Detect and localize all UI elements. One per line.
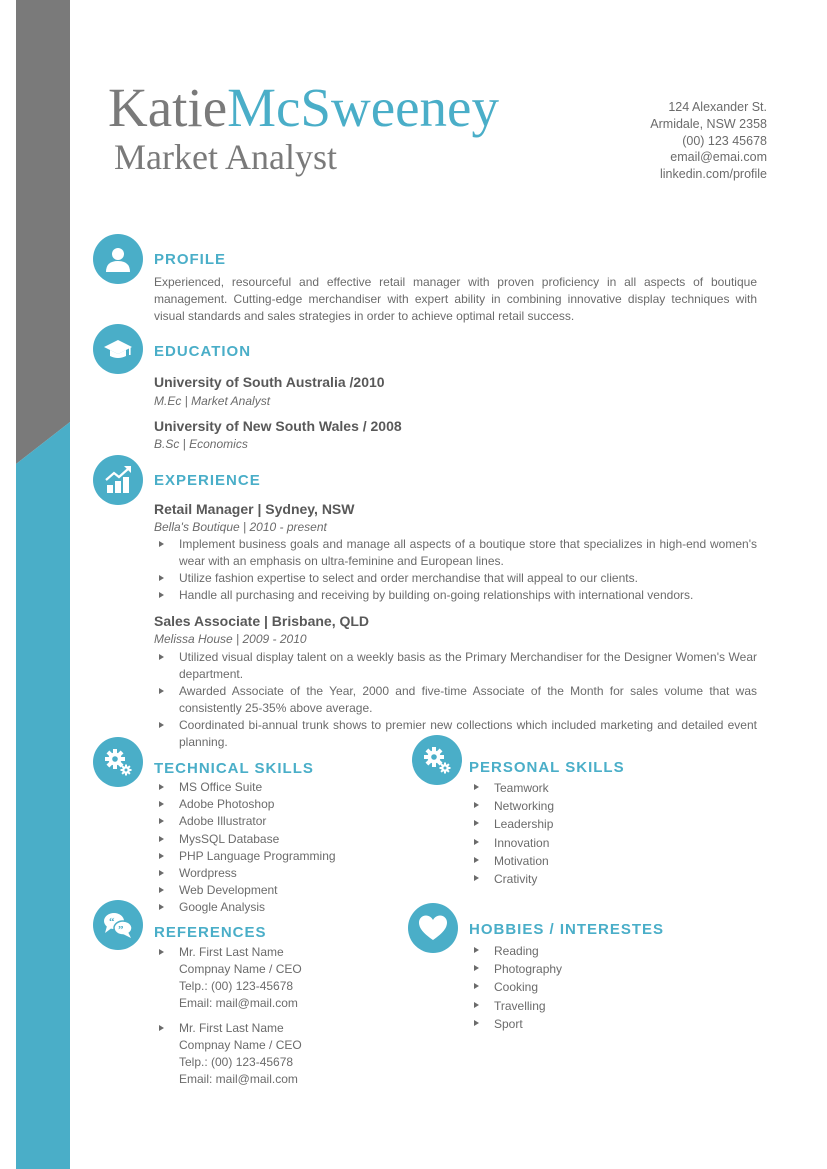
section-heading-experience: EXPERIENCE [154, 472, 261, 489]
growth-chart-icon [93, 455, 143, 505]
personal-skills-list [469, 779, 554, 888]
list-item: MS Office Suite [154, 779, 336, 796]
list-item: Handle all purchasing and receiving by building on-going relationships with international vendors. [154, 587, 757, 604]
contact-address: 124 Alexander St. [668, 100, 767, 114]
reference-email: Email: mail@mail.com [179, 996, 298, 1010]
gears-icon [93, 737, 143, 787]
section-heading-education: EDUCATION [154, 343, 252, 360]
hobbies-list [469, 942, 562, 1033]
svg-text:”: ” [118, 924, 124, 936]
reference-company: Compnay Name / CEO [179, 962, 302, 976]
education-degree-2: B.Sc | Economics [154, 437, 248, 451]
list-item: Teamwork [469, 779, 554, 797]
education-school-1: University of South Australia /2010 [154, 374, 385, 390]
gears-icon [412, 735, 462, 785]
reference-company: Compnay Name / CEO [179, 1038, 302, 1052]
list-item: Sport [469, 1015, 562, 1033]
reference-phone: Telp.: (00) 123-45678 [179, 979, 294, 993]
graduation-cap-icon [93, 324, 143, 374]
list-item: Google Analysis [154, 899, 336, 916]
section-heading-profile: PROFILE [154, 251, 227, 268]
list-item: Adobe Illustrator [154, 813, 336, 830]
section-heading-technical-skills: TECHNICAL SKILLS [154, 760, 314, 777]
list-item: Crativity [469, 870, 554, 888]
sidebar-decoration [0, 0, 70, 1169]
svg-text:“: “ [109, 916, 115, 928]
reference-name: Mr. First Last Name [179, 945, 284, 959]
contact-block [650, 99, 767, 183]
heart-icon [408, 903, 458, 953]
job-title-1: Retail Manager | Sydney, NSW [154, 501, 355, 517]
candidate-name [108, 77, 499, 138]
list-item: Implement business goals and manage all aspects of a boutique store that specializes in high-end women's wear with an emphasis on ultra-feminine and European lines. [154, 536, 757, 570]
section-heading-hobbies: HOBBIES / INTERESTES [469, 921, 665, 938]
list-item: Adobe Photoshop [154, 796, 336, 813]
education-school-2: University of New South Wales / 2008 [154, 418, 402, 434]
list-item: Photography [469, 960, 562, 978]
section-heading-references: REFERENCES [154, 924, 267, 941]
reference-name: Mr. First Last Name [179, 1021, 284, 1035]
technical-skills-list [154, 779, 336, 917]
person-icon [93, 234, 143, 284]
references-list [154, 944, 302, 1088]
contact-city: Armidale, NSW 2358 [650, 116, 767, 131]
contact-phone: (00) 123 45678 [682, 133, 767, 148]
speech-bubbles-icon [93, 900, 143, 950]
list-item: Innovation [469, 834, 554, 852]
list-item: PHP Language Programming [154, 848, 336, 865]
list-item: Reading [469, 942, 562, 960]
job-bullets-2 [154, 649, 757, 751]
list-item: Motivation [469, 852, 554, 870]
section-heading-personal-skills: PERSONAL SKILLS [469, 759, 625, 776]
reference-phone: Telp.: (00) 123-45678 [179, 1055, 294, 1069]
profile-text: Experienced, resourceful and effective retail manager with proven proficiency in all aspects of boutique management. Cutting-edge merchandiser with expert ability in combining innovative display techniques with visual standards and sales strategies in order to achieve optimal retail success. [154, 275, 757, 323]
list-item: Travelling [469, 997, 562, 1015]
list-item: MysSQL Database [154, 831, 336, 848]
first-name: Katie [108, 77, 228, 138]
reference-email: Email: mail@mail.com [179, 1072, 298, 1086]
list-item: Web Development [154, 882, 336, 899]
list-item: Cooking [469, 978, 562, 996]
contact-email[interactable]: email@emai.com [670, 150, 767, 165]
list-item: Coordinated bi-annual trunk shows to premier new collections which included marketing and detailed event planning. [154, 717, 757, 751]
last-name: McSweeney [227, 77, 499, 138]
job-title-2: Sales Associate | Brisbane, QLD [154, 613, 370, 629]
list-item: Awarded Associate of the Year, 2000 and five-time Associate of the Month for sales volume that was consistently 25-35% above average. [154, 683, 757, 717]
list-item: Wordpress [154, 865, 336, 882]
job-bullets-1 [154, 536, 757, 604]
list-item: Networking [469, 797, 554, 815]
job-company-1: Bella's Boutique | 2010 - present [154, 520, 327, 534]
list-item: Utilized visual display talent on a weekly basis as the Primary Merchandiser for the Designer Women's Wear department. [154, 649, 757, 683]
job-title: Market Analyst [114, 137, 337, 177]
education-degree-1: M.Ec | Market Analyst [154, 394, 271, 408]
list-item: Utilize fashion expertise to select and order merchandise that will appeal to our clients. [154, 570, 757, 587]
reference-item [154, 944, 302, 1012]
job-company-2: Melissa House | 2009 - 2010 [154, 632, 307, 646]
reference-item [154, 1020, 302, 1088]
contact-linkedin[interactable]: linkedin.com/profile [660, 167, 767, 182]
list-item: Leadership [469, 815, 554, 833]
